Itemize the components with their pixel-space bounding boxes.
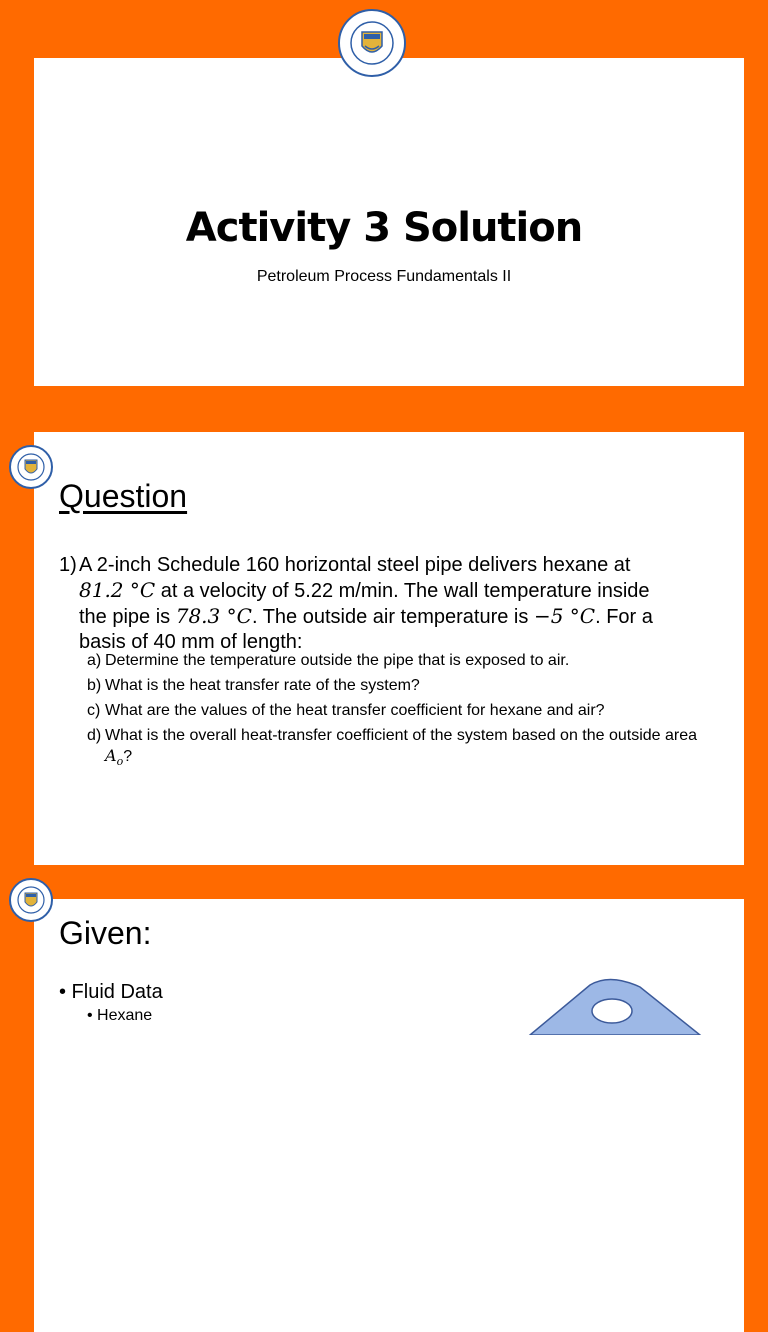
sub-question-text: What are the values of the heat transfer coefficient for hexane and air?: [105, 702, 605, 719]
question-line: A 2-inch Schedule 160 horizontal steel pipe delivers hexane at: [79, 554, 631, 576]
sub-question: [87, 651, 717, 671]
sub-question-label: c): [87, 702, 101, 719]
question-line: . For a: [595, 606, 653, 628]
sub-question: [87, 701, 717, 721]
sub-question-text: Determine the temperature outside the pipe that is exposed to air.: [105, 652, 570, 669]
sub-question-label: a): [87, 652, 102, 669]
university-seal-icon: [8, 444, 54, 490]
area-subscript: o: [116, 755, 124, 769]
sub-question-text-body: What is the overall heat-transfer coefficient of the system based on the outside area: [105, 727, 698, 744]
sub-question-label: d): [87, 727, 102, 744]
question-line: at a velocity of 5.22 m/min. The wall temperature inside: [155, 580, 650, 602]
sub-question-text: What is the heat transfer rate of the system?: [105, 677, 420, 694]
slide-side-bar-left: [0, 899, 34, 1332]
given-slide: [0, 865, 768, 1024]
bullet-item: • Fluid Data: [59, 981, 163, 1003]
question-line: basis of 40 mm of length:: [79, 631, 303, 653]
question-slide: [0, 398, 768, 865]
slide-top-bar: [0, 398, 768, 432]
slide-side-bar-left: [0, 432, 34, 865]
slide-top-bar: [0, 865, 768, 899]
university-seal-icon: [337, 8, 407, 78]
temperature-wall: 78.3 °C: [175, 604, 252, 628]
bullet-subitem: • Hexane: [87, 1007, 153, 1024]
sub-question-tail: ?: [123, 748, 133, 765]
slide-side-bar-right: [744, 899, 768, 1332]
area-symbol: A: [105, 746, 117, 765]
title-slide: [0, 0, 768, 398]
university-seal-icon: [8, 877, 54, 923]
temperature-air: −5 °C: [533, 604, 596, 628]
temperature-hexane: 81.2 °C: [79, 578, 156, 602]
slide-side-bar-right: [744, 432, 768, 865]
slide-subtitle: Petroleum Process Fundamentals II: [256, 268, 512, 285]
sub-question: [87, 676, 717, 696]
question-line: the pipe is: [79, 606, 176, 628]
pipe-illustration-icon: [520, 975, 720, 1035]
sub-question: [87, 726, 717, 772]
sub-question-label: b): [87, 677, 102, 694]
question-number: 1): [59, 554, 77, 576]
slide-title: Activity 3 Solution: [185, 205, 583, 251]
question-text: [59, 553, 719, 655]
question-line: . The outside air temperature is: [251, 606, 534, 628]
section-heading: Question: [59, 478, 188, 514]
section-heading: Given:: [59, 915, 152, 951]
sub-question-text: [105, 726, 717, 772]
